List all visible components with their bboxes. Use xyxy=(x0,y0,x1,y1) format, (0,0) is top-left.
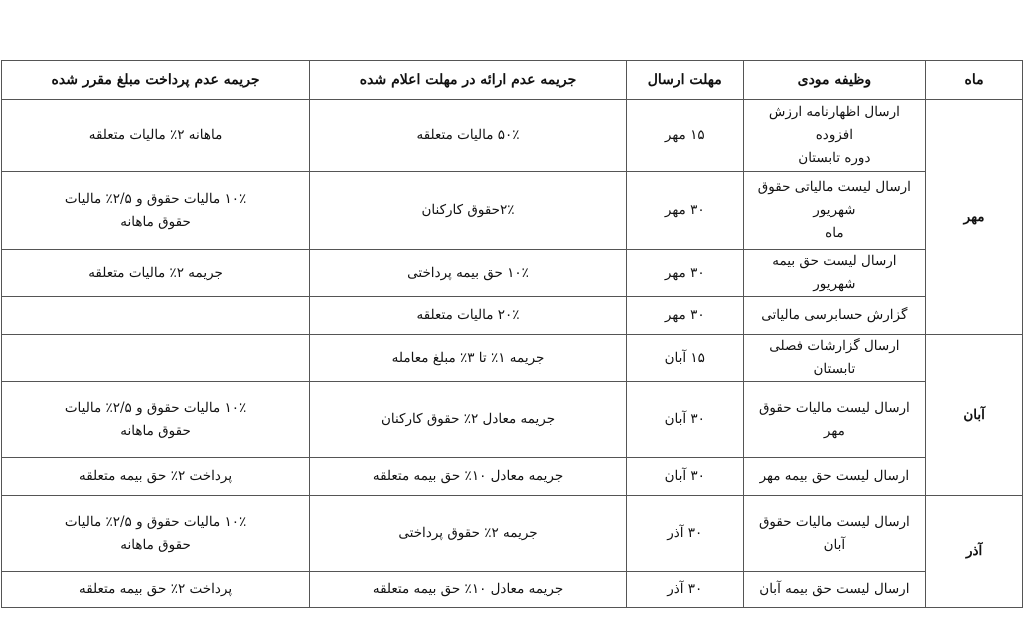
table-row xyxy=(2,382,1023,458)
task-cell: گزارش حسابرسی مالیاتی xyxy=(743,297,926,335)
task-cell: ارسال لیست حق بیمه آبان xyxy=(743,572,926,608)
table-row xyxy=(2,496,1023,572)
month-cell-azar: آذر xyxy=(926,496,1023,608)
deadline-cell: ۳۰ مهر xyxy=(626,297,743,335)
late-penalty-cell: ۲۰٪ مالیات متعلقه xyxy=(310,297,627,335)
nonpayment-penalty-cell: ۱۰٪ مالیات حقوق و ۲/۵٪ مالیات حقوق ماهانه xyxy=(2,496,310,572)
late-penalty-cell: ۲٪حقوق کارکنان xyxy=(310,172,627,250)
header-late-penalty: جریمه عدم ارائه در مهلت اعلام شده xyxy=(310,61,627,100)
header-task: وظیفه مودی xyxy=(743,61,926,100)
deadline-cell: ۳۰ آبان xyxy=(626,458,743,496)
table-row xyxy=(2,172,1023,250)
task-cell: ارسال لیست مالیات حقوق مهر xyxy=(743,382,926,458)
nonpayment-penalty-cell xyxy=(2,297,310,335)
nonpayment-penalty-cell xyxy=(2,335,310,382)
tax-deadline-table xyxy=(1,60,1023,608)
deadline-cell: ۳۰ آذر xyxy=(626,572,743,608)
table-row xyxy=(2,335,1023,382)
late-penalty-cell: جریمه ۲٪ حقوق پرداختی xyxy=(310,496,627,572)
header-deadline: مهلت ارسال xyxy=(626,61,743,100)
deadline-cell: ۳۰ آبان xyxy=(626,382,743,458)
table-row xyxy=(2,572,1023,608)
deadline-cell: ۱۵ آبان xyxy=(626,335,743,382)
nonpayment-penalty-cell: پرداخت ۲٪ حق بیمه متعلقه xyxy=(2,572,310,608)
month-cell-aban: آبان xyxy=(926,335,1023,496)
task-cell: ارسال لیست حق بیمه مهر xyxy=(743,458,926,496)
deadline-cell: ۳۰ مهر xyxy=(626,250,743,297)
task-cell: ارسال گزارشات فصلی تابستان xyxy=(743,335,926,382)
table-row xyxy=(2,458,1023,496)
late-penalty-cell: ۵۰٪ مالیات متعلقه xyxy=(310,100,627,172)
deadline-cell: ۳۰ آذر xyxy=(626,496,743,572)
late-penalty-cell: جریمه معادل ۱۰٪ حق بیمه متعلقه xyxy=(310,572,627,608)
header-nonpayment-penalty: جریمه عدم پرداخت مبلغ مقرر شده xyxy=(2,61,310,100)
nonpayment-penalty-cell: ماهانه ۲٪ مالیات متعلقه xyxy=(2,100,310,172)
header-row xyxy=(2,61,1023,100)
task-cell: ارسال لیست حق بیمه شهریور xyxy=(743,250,926,297)
late-penalty-cell: ۱۰٪ حق بیمه پرداختی xyxy=(310,250,627,297)
month-cell-mehr: مهر xyxy=(926,100,1023,335)
deadline-cell: ۳۰ مهر xyxy=(626,172,743,250)
task-cell: ارسال اظهارنامه ارزش افزوده دوره تابستان xyxy=(743,100,926,172)
late-penalty-cell: جریمه معادل ۲٪ حقوق کارکنان xyxy=(310,382,627,458)
table-row xyxy=(2,250,1023,297)
table-row xyxy=(2,297,1023,335)
table-row xyxy=(2,100,1023,172)
nonpayment-penalty-cell: ۱۰٪ مالیات حقوق و ۲/۵٪ مالیات حقوق ماهانه xyxy=(2,172,310,250)
deadline-cell: ۱۵ مهر xyxy=(626,100,743,172)
nonpayment-penalty-cell: ۱۰٪ مالیات حقوق و ۲/۵٪ مالیات حقوق ماهانه xyxy=(2,382,310,458)
late-penalty-cell: جریمه معادل ۱۰٪ حق بیمه متعلقه xyxy=(310,458,627,496)
task-cell: ارسال لیست مالیات حقوق آبان xyxy=(743,496,926,572)
nonpayment-penalty-cell: پرداخت ۲٪ حق بیمه متعلقه xyxy=(2,458,310,496)
header-month: ماه xyxy=(926,61,1023,100)
task-cell: ارسال لیست مالیاتی حقوق شهریور ماه xyxy=(743,172,926,250)
nonpayment-penalty-cell: جریمه ۲٪ مالیات متعلقه xyxy=(2,250,310,297)
late-penalty-cell: جریمه ۱٪ تا ۳٪ مبلغ معامله xyxy=(310,335,627,382)
